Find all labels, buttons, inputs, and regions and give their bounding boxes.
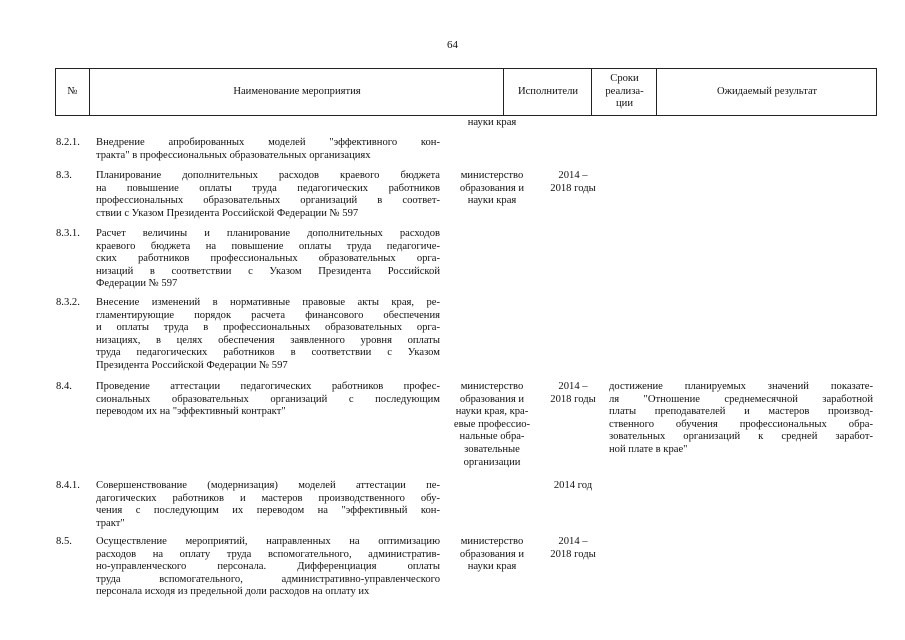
executors-line: науки края, кра-: [455, 406, 529, 418]
name-line: низациях, в целях обеспечения заявленного уровня оплаты: [96, 334, 440, 346]
row-measure-name: [96, 228, 440, 291]
row-executors: [445, 170, 539, 208]
name-line: Совершенствование (модернизация) моделей аттестации пе-: [96, 480, 440, 491]
table-header: [55, 68, 877, 116]
header-measure-name: Наименование мероприятия: [89, 69, 504, 115]
header-number: №: [67, 85, 78, 97]
row-measure-name: [96, 170, 440, 220]
terms-line: 2014 –: [558, 170, 588, 181]
row-number: 8.2.1.: [56, 137, 80, 148]
result-line: ственного обучения профессиональных обра-: [609, 418, 873, 430]
result-line: ной плате в крае": [609, 443, 688, 455]
row-measure-name: [96, 297, 440, 373]
name-line: профессиональных образовательных организаций в соответ-: [96, 195, 440, 207]
name-line: Расчет величины и планирование дополнительных расходов: [96, 228, 440, 239]
terms-line: 2014 –: [558, 381, 588, 392]
header-expected-result: Ожидаемый результат: [656, 69, 877, 115]
row-number: 8.4.1.: [56, 480, 80, 491]
row-number: 8.3.1.: [56, 228, 80, 239]
name-line: ствии с Указом Президента Российской Федерации № 597: [96, 207, 359, 219]
name-line: гламентирующие порядок расчета финансового обеспечения: [96, 309, 440, 321]
result-line: зовательных организаций к средней заработ-: [609, 431, 873, 443]
header-terms-line: ции: [615, 98, 633, 110]
row-number: 8.3.: [56, 170, 72, 181]
row-measure-name: [96, 381, 440, 419]
row-terms: [541, 536, 605, 561]
name-line: тракт": [96, 517, 125, 529]
name-line: Осуществление мероприятий, направленных на оптимизацию: [96, 536, 440, 547]
terms-line: 2014 –: [558, 536, 588, 547]
name-line: на повышение оплаты труда педагогических работников: [96, 182, 440, 194]
row-terms: [541, 381, 605, 406]
executors-line: образования и: [459, 548, 525, 560]
page-number: 64: [447, 39, 458, 51]
row-number: 8.4.: [56, 381, 72, 392]
name-line: Планирование дополнительных расходов краевого бюджета: [96, 170, 440, 181]
executors-line: евые профессио-: [453, 418, 531, 430]
row-executors: [445, 381, 539, 469]
row-measure-name: [96, 137, 440, 162]
name-line: труда педагогических работников в соответствии с Указом: [96, 347, 440, 359]
terms-line: 2018 годы: [550, 548, 596, 560]
continuation-executors: науки края: [467, 117, 517, 128]
name-line: но-управленческого персонала. Дифференциация оплаты: [96, 561, 440, 573]
row-terms: [541, 170, 605, 195]
executors-line: организации: [463, 456, 521, 468]
executors-line: зовательные: [464, 443, 520, 455]
name-line: переводом их на "эффективный контракт": [96, 406, 286, 418]
name-line: персонала исходя из предельной доли расходов на оплату их: [96, 586, 370, 598]
result-line: платы преподавателей и мастеров производ-: [609, 406, 873, 418]
header-terms-line: реализа-: [605, 85, 644, 97]
terms-line: 2018 годы: [550, 393, 596, 405]
name-line: Президента Российской Федерации № 597: [96, 359, 288, 371]
name-line: краевого бюджета на повышение оплаты труда педагогиче-: [96, 240, 440, 252]
name-line: ских работников профессиональных образовательных орга-: [96, 253, 440, 265]
row-measure-name: [96, 536, 440, 599]
name-line: Внедрение апробированных моделей "эффективного кон-: [96, 137, 440, 148]
name-line: тракта" в профессиональных образовательных организациях: [96, 149, 371, 161]
executors-line: министерство: [460, 170, 524, 181]
row-number: 8.3.2.: [56, 297, 80, 308]
header-terms-line: Сроки: [610, 73, 639, 85]
row-executors: [445, 536, 539, 574]
name-line: и оплаты труда в профессиональных образовательных орга-: [96, 322, 440, 334]
name-line: чения с последующим их переводом на "эффективный кон-: [96, 505, 440, 517]
name-line: Внесение изменений в нормативные правовые акты края, ре-: [96, 297, 440, 308]
name-line: Федерации № 597: [96, 278, 178, 290]
header-executors: Исполнители: [503, 69, 592, 115]
name-line: расходов на оплату труда вспомогательного, административ-: [96, 548, 440, 560]
executors-line: образования и: [459, 182, 525, 194]
name-line: сиональных образовательных организаций с последующим: [96, 393, 440, 405]
name-line: низаций в соответствии с Указом Президента Российской: [96, 265, 440, 277]
executors-line: министерство: [460, 536, 524, 547]
executors-line: образования и: [459, 393, 525, 405]
row-terms: [541, 480, 605, 493]
terms-line: 2014 год: [553, 480, 593, 491]
result-line: достижение планируемых значений показате-: [609, 381, 873, 392]
row-number: 8.5.: [56, 536, 72, 547]
row-measure-name: [96, 480, 440, 530]
executors-line: науки края: [467, 561, 517, 573]
result-line: ля "Отношение среднемесячной заработной: [609, 393, 873, 405]
executors-line: министерство: [460, 381, 524, 392]
name-line: дагогических работников и мастеров производственного обу-: [96, 492, 440, 504]
name-line: Проведение аттестации педагогических работников профес-: [96, 381, 440, 392]
executors-line: науки края: [467, 195, 517, 207]
terms-line: 2018 годы: [550, 182, 596, 194]
header-terms: [591, 69, 657, 115]
executors-line: нальные обра-: [459, 431, 525, 443]
row-expected-result: [609, 381, 873, 457]
name-line: труда вспомогательного, административно-управленческого: [96, 573, 440, 585]
